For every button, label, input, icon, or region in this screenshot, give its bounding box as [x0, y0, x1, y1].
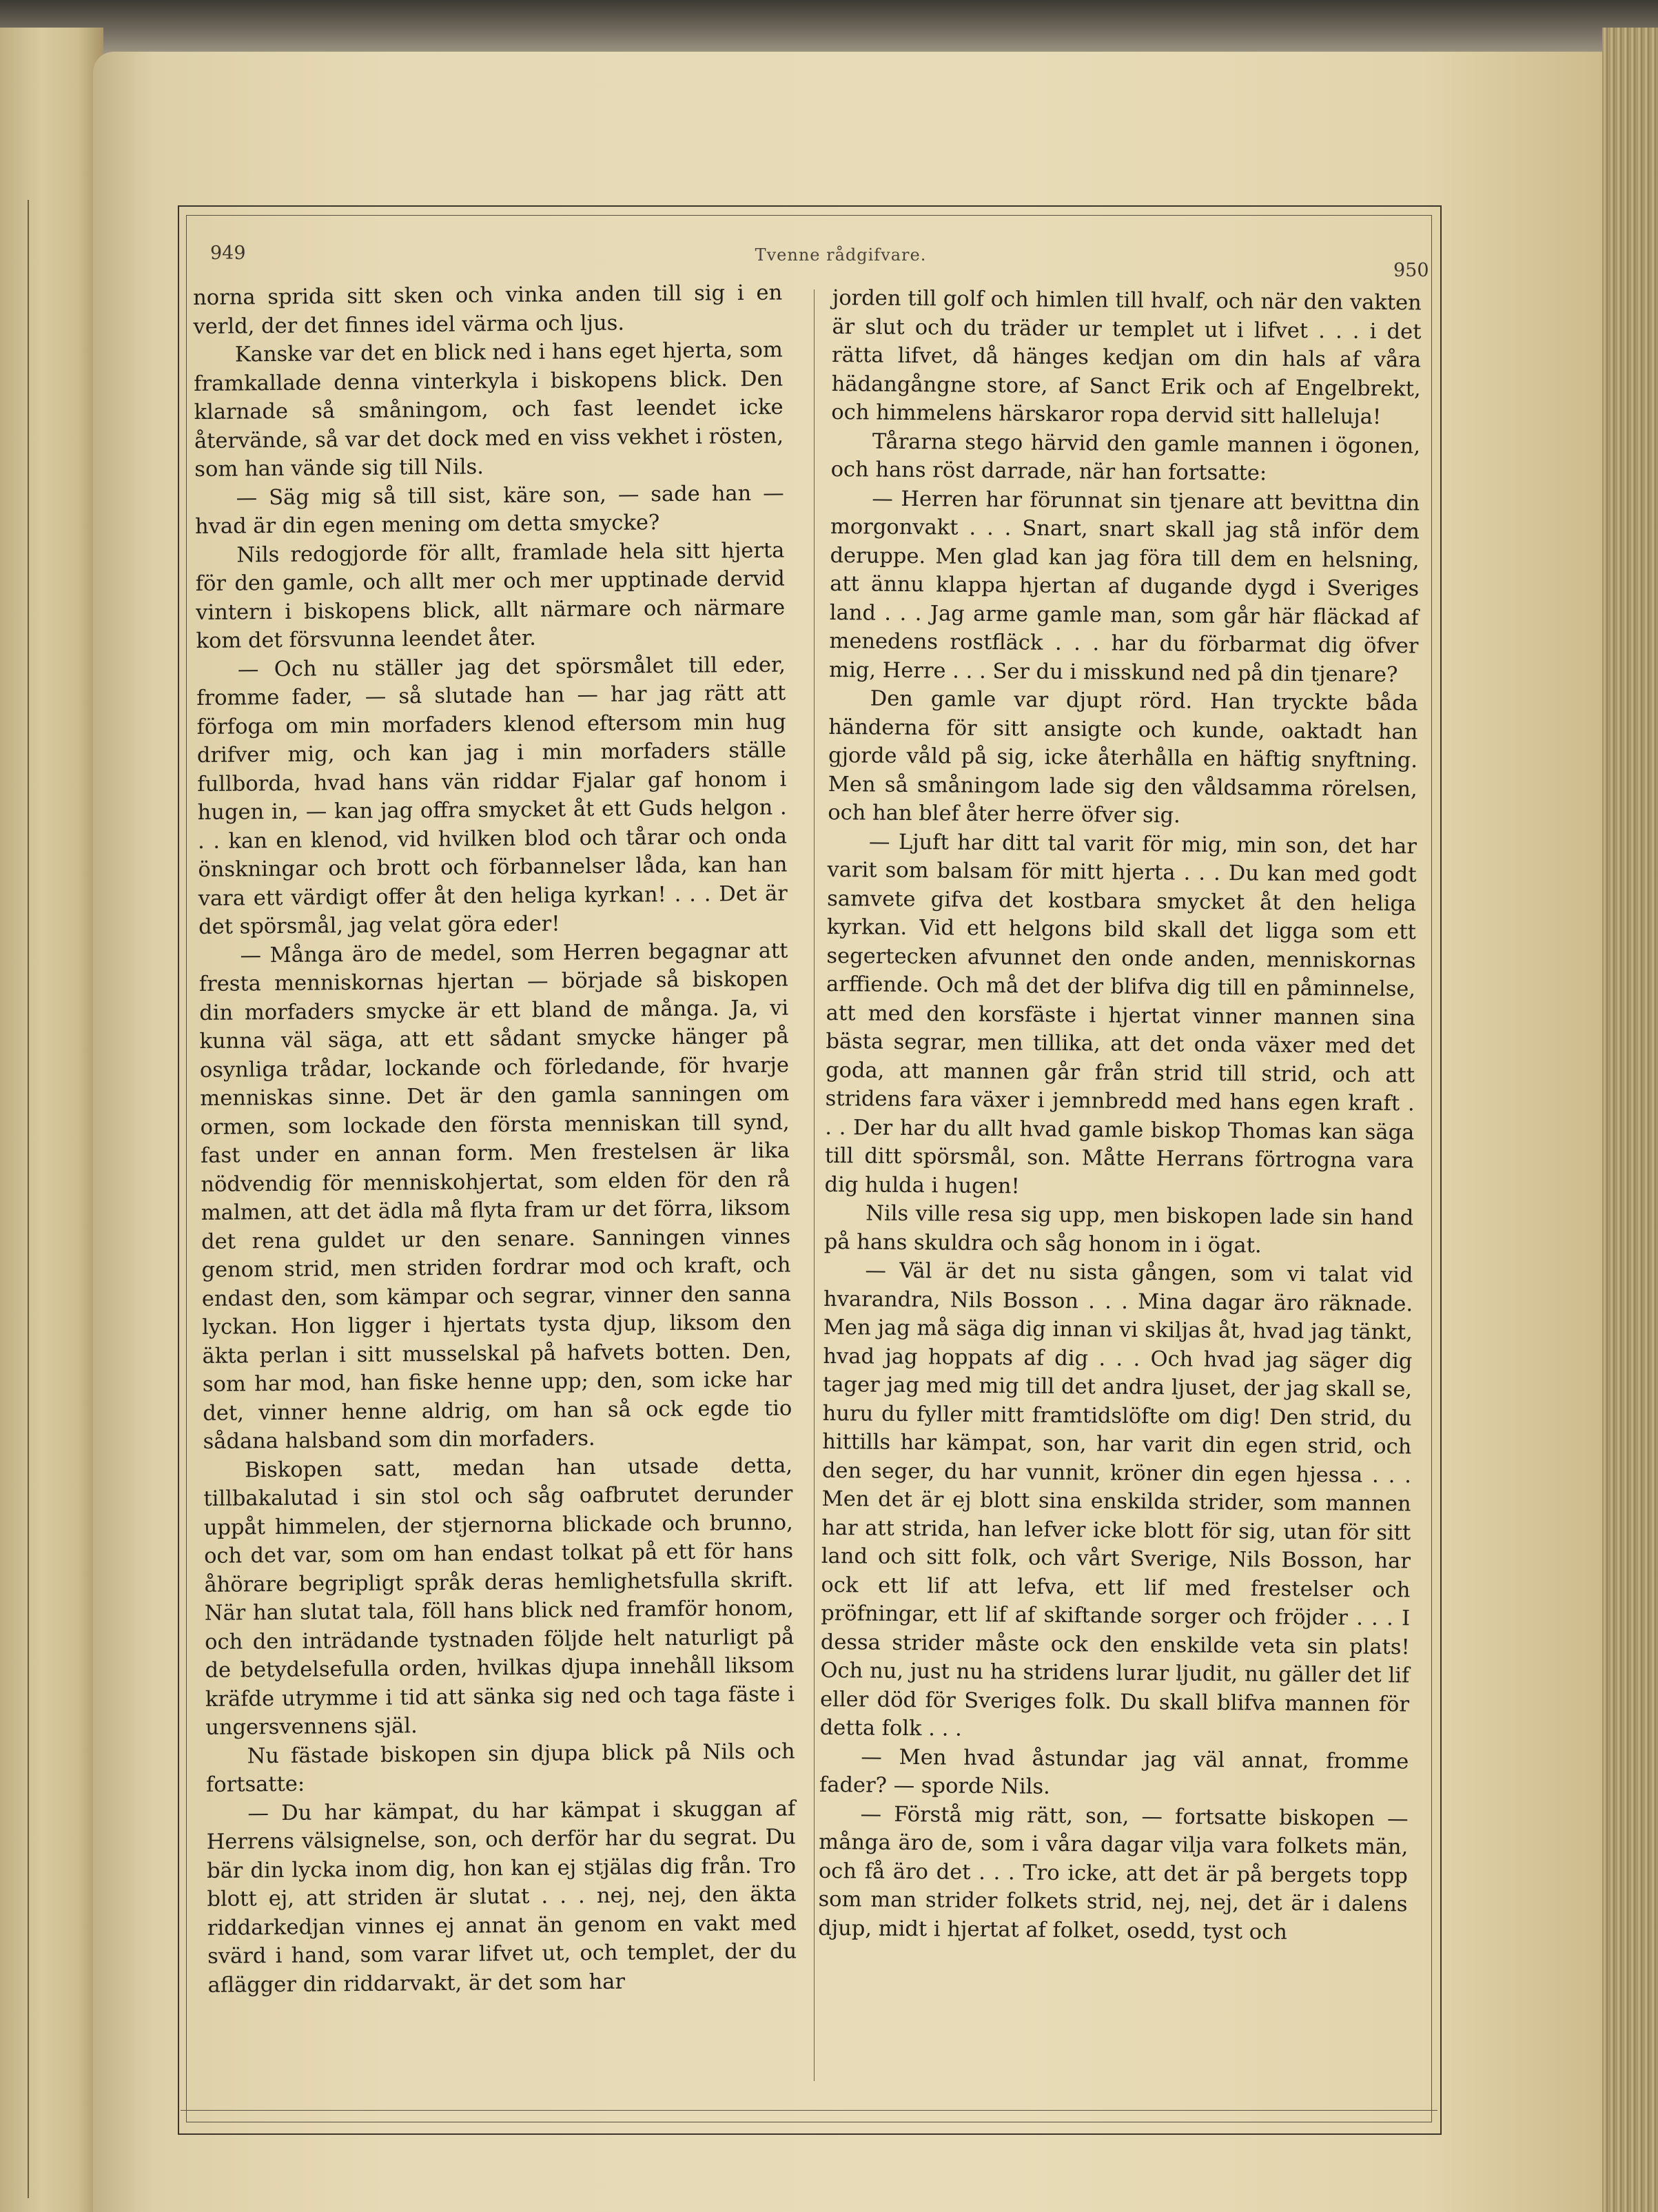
paragraph: norna sprida sitt sken och vinka anden till sig i en verld, der det finnes idel värma och ljus.: [193, 280, 783, 339]
paragraph: Nils ville resa sig upp, men biskopen lade sin hand på hans skuldra och såg honom in i ögat.: [823, 1201, 1414, 1258]
paragraph: — Du har kämpat, du har kämpat i skuggan af Herrens välsignelse, son, och derför har du segrat. Du bär din lycka inom dig, hon kan ej stjälas dig från. Tro blott ej, att striden är slutat . . . nej, nej, den äkta riddarkedjan vinnes ej annat än genom en vakt med svärd i hand, som varar lifvet ut, och templet, der du aflägger din riddarvakt, är det som har: [206, 1796, 797, 1998]
paragraph: — Ljuft har ditt tal varit för mig, min son, det har varit som balsam för mitt hjerta . . . Du kan med godt samvete gifva det kostbara smycket åt den heliga kyrkan. Vid ett helgons bild skall det ligga som ett segertecken afvunnet den onde anden, menniskornas arffiende. Och må det der blifva dig till en påminnelse, att med den korsfäste i hjertat vinner mannen sina bästa segrar, men tillika, att det onda växer med det goda, att mannen går från strid till strid, och att stridens fara växer i jemnbredd med hans egen kraft . . . Der har du allt hvad gamle biskop Thomas kan säga till ditt spörsmål, son. Måtte Herrans förtrogna vara dig hulda i hugen!: [824, 829, 1418, 1198]
paragraph: Biskopen satt, medan han utsade detta, tillbakalutad i sin stol och såg oafbrutet derunder uppåt himmelen, der stjernorna blickade och brunno, och det var, som om han endast tolkat på ett för hans åhörare begripligt språk deras hemlighetsfulla skrift. När han slutat tala, föll hans blick ned framför honom, och den inträdande tystnaden följde helt naturligt på de betydelsefulla orden, hvilkas djupa innehåll liksom kräfde utrymme i tid att sänka sig ned och taga fäste i ungersvennens själ.: [203, 1453, 795, 1740]
facing-page-edge: [0, 28, 103, 2212]
page-stack-edge: [1602, 28, 1658, 2212]
bottom-rule: [181, 2110, 1437, 2111]
right-text-column: [818, 284, 1422, 1947]
paragraph: jorden till golf och himlen till hvalf, och när den vakten är slut och du träder ur templet ut i lifvet . . . i det rätta lifvet, då hänges kedjan om din hals af våra hädangångne store, af Sanct Erik och af Engelbrekt, och himmelens härskaror ropa dervid sitt halleluja!: [831, 285, 1422, 429]
paragraph: — Herren har förunnat sin tjenare att bevittna din morgonvakt . . . Snart, snart skall jag stå inför dem deruppe. Men glad kan jag föra till dem en helsning, att ännu klappa hjertan af dugande dygd i Sveriges land . . . Jag arme gamle man, som går här fläckad af menedens rostfläck . . . har du förbarmat dig öfver mig, Herre . . . Ser du i misskund ned på din tjenare?: [828, 487, 1420, 687]
paragraph: Nils redogjorde för allt, framlade hela sitt hjerta för den gamle, och allt mer och mer upptinade dervid vintern i biskopens blick, allt närmare och närmare kom det försvunna leendet åter.: [195, 538, 786, 653]
left-text-column: [193, 279, 797, 2000]
running-title: Tvenne rådgifvare.: [755, 245, 927, 265]
paragraph: Nu fästade biskopen sin djupa blick på Nils och fortsatte:: [205, 1739, 795, 1797]
paragraph: Kanske var det en blick ned i hans eget hjerta, som framkallade denna vinterkyla i biskopens blick. Den klarnade så småningom, och fast leendet icke återvände, så var det dock med en viss vekhet i rösten, som han vände sig till Nils.: [194, 338, 784, 482]
paragraph: Tårarna stego härvid den gamle mannen i ögonen, och hans röst darrade, när han fortsatte:: [830, 429, 1421, 486]
paragraph: — Och nu ställer jag det spörsmålet till eder, fromme fader, — så slutade han — har jag rätt att förfoga om min morfaders klenod eftersom min hug drifver mig, och kan jag i min morfaders ställe fullborda, hvad hans vän riddar Fjalar gaf honom i hugen in, — kan jag offra smycket åt ett Guds helgon . . . kan en klenod, vid hvilken blod och tårar och onda önskningar och brott och förbannelser låda, kan han vara ett värdigt offer åt den heliga kyrkan! . . . Det är det spörsmål, jag velat göra eder!: [196, 653, 788, 939]
paragraph: — Säg mig så till sist, käre son, — sade han — hvad är din egen mening om detta smycke?: [194, 481, 784, 539]
left-page-number: 949: [210, 243, 246, 264]
paragraph: — Väl är det nu sista gången, som vi talat vid hvarandra, Nils Bosson . . . Mina dagar äro räknade. Men jag må säga dig innan vi skiljas åt, hvad jag tänkt, hvad jag hoppats af dig . . . Och hvad jag säger dig tager jag med mig till det andra ljuset, der jag skall se, huru du fyller mitt framtidslöfte om dig! Den strid, du hittills har kämpat, son, har varit din egen strid, och den seger, du har vunnit, kröner din egen hjessa . . . Men det är ej blott sina enskilda strider, som mannen har att strida, han lefver icke blott för sig, utan för sitt land och sitt folk, och vårt Sverige, Nils Bosson, har ock ett lif att lefva, ett lif med frestelser och pröfningar, ett lif af skiftande sorger och fröjder . . . I dessa strider måste ock den enskilde veta sin plats! Och nu, just nu ha stridens lurar ljudit, nu gäller det lif eller död för Sveriges folk. Du skall blifva mannen för detta folk . . .: [819, 1258, 1413, 1741]
paragraph: — Många äro de medel, som Herren begagnar att fresta menniskornas hjertan — började så biskopen din morfaders smycke är ett bland de många. Ja, vi kunna väl säga, att ett sådant smycke hänger på osynliga trådar, lockande och förledande, för hvarje menniskas sinne. Det är den gamla sanningen om ormen, som lockade den första menniskan till synd, fast under en annan form. Men frestelsen är lika nödvendig för menniskohjertat, som elden för den rå malmen, att det ädla må flyta fram ur det förra, liksom det rena guldet ur den senare. Sanningen vinnes genom strid, men striden fordrar mod och kraft, och endast den, som kämpar och segrar, vinner den sanna lyckan. Hon ligger i hjertats tysta djup, liksom den äkta perlan i sitt musselskal på hafvets botten. Den, som har mod, han fiske henne upp; den, som icke har det, vinner henne aldrig, om han så ock egde tio sådana halsband som din morfaders.: [198, 939, 792, 1454]
paragraph: Den gamle var djupt rörd. Han tryckte båda händerna för sitt ansigte och kunde, oaktadt han gjorde våld på sig, icke återhålla en häftig snyftning. Men så småningom lade sig den våldsamma rörelsen, och han blef åter herre öfver sig.: [828, 686, 1418, 828]
column-divider: [814, 289, 815, 2081]
right-page-number: 950: [1393, 260, 1429, 281]
paragraph: — Förstå mig rätt, son, — fortsatte biskopen — många äro de, som i våra dagar vilja vara folkets män, och få äro det . . . Tro icke, att det är på bergets topp som man strider folkets strid, nej, nej, det är i dalens djup, midt i hjertat af folket, osedd, tyst och: [818, 1801, 1409, 1945]
paragraph: — Men hvad åstundar jag väl annat, fromme fader? — sporde Nils.: [819, 1744, 1409, 1799]
